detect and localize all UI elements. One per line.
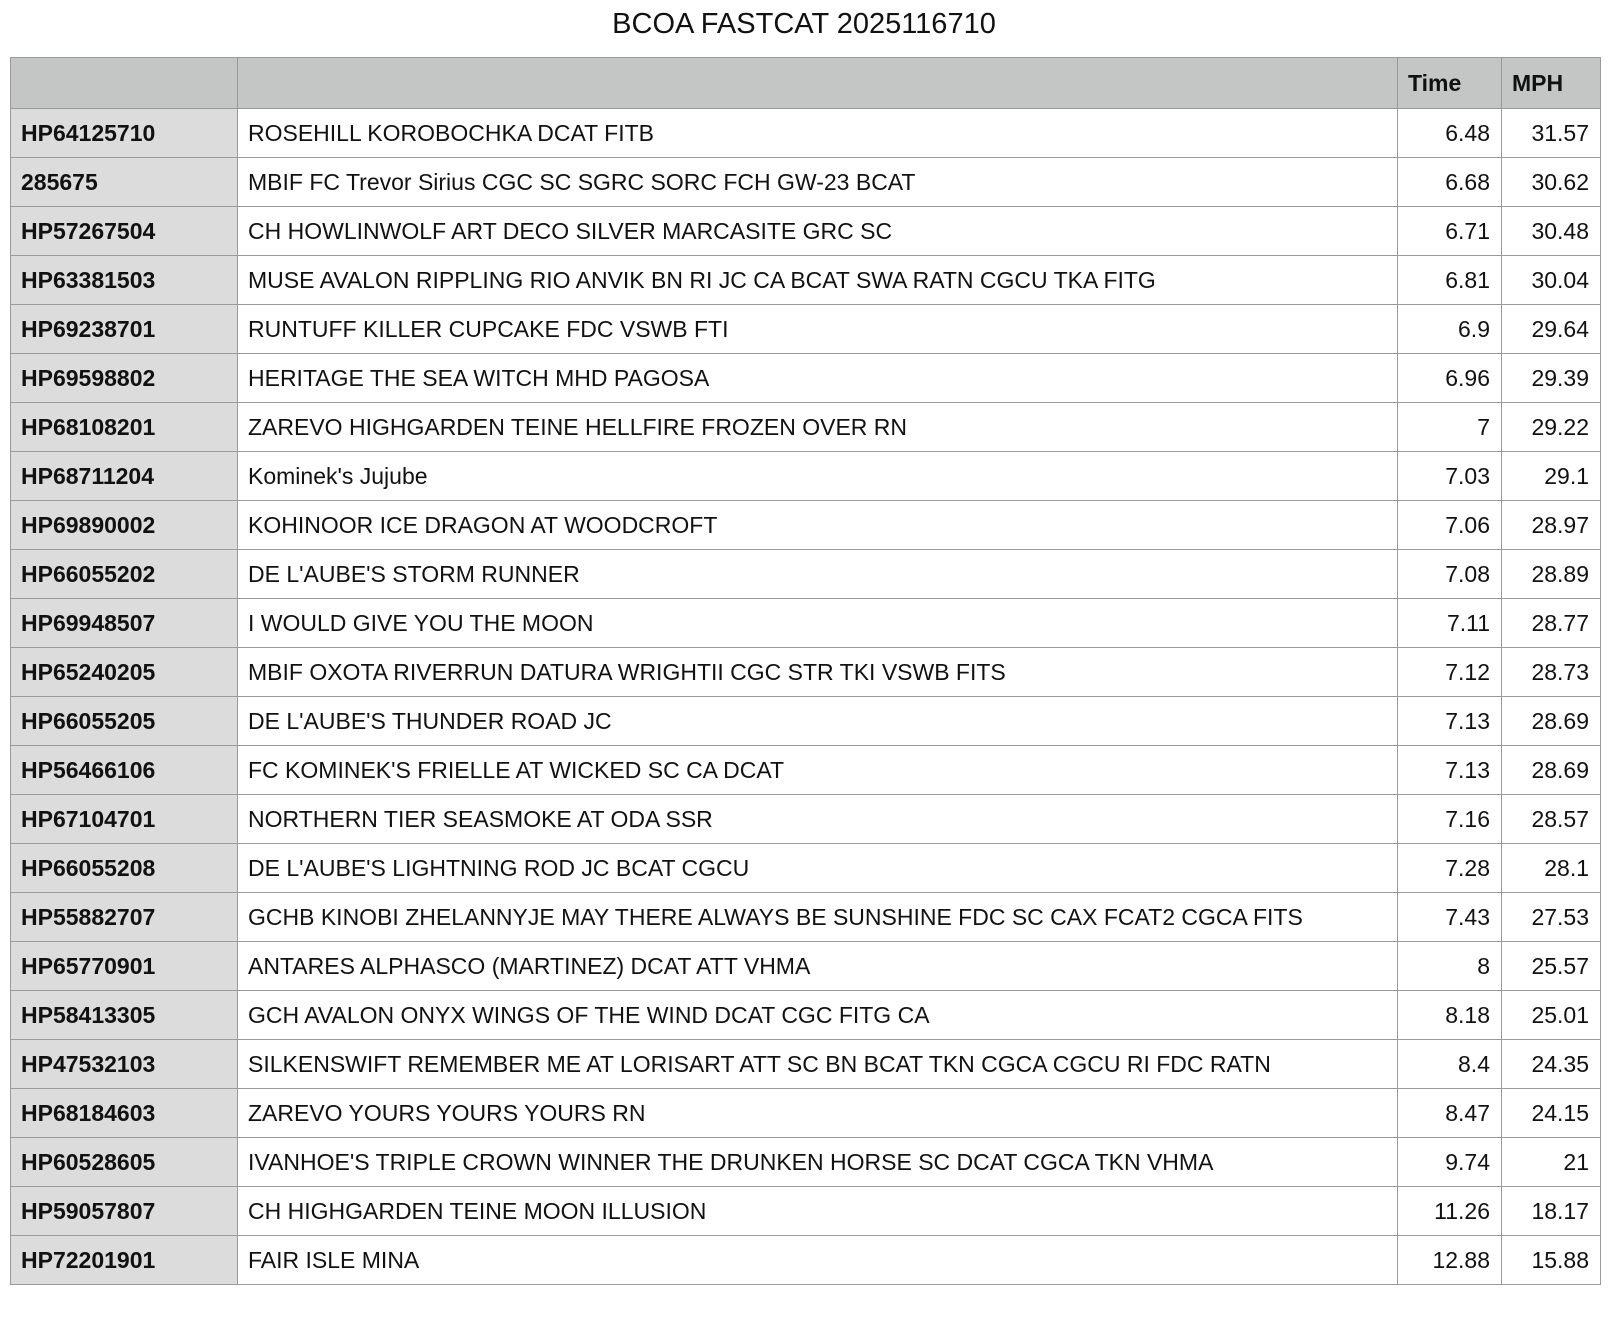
table-row — [11, 599, 1601, 648]
cell-registration-id: HP47532103 — [11, 1040, 238, 1089]
cell-registration-id: HP56466106 — [11, 746, 238, 795]
table-row — [11, 746, 1601, 795]
cell-registration-id: HP65770901 — [11, 942, 238, 991]
cell-mph: 28.97 — [1502, 501, 1601, 550]
cell-registration-id: HP67104701 — [11, 795, 238, 844]
cell-dog-name: NORTHERN TIER SEASMOKE AT ODA SSR — [238, 795, 1398, 844]
cell-mph: 28.73 — [1502, 648, 1601, 697]
cell-mph: 30.48 — [1502, 207, 1601, 256]
page-title: BCOA FASTCAT 2025116710 — [612, 8, 996, 40]
cell-time: 7.11 — [1398, 599, 1502, 648]
cell-time: 7.43 — [1398, 893, 1502, 942]
cell-registration-id: HP68184603 — [11, 1089, 238, 1138]
cell-registration-id: HP68711204 — [11, 452, 238, 501]
table-row — [11, 207, 1601, 256]
table-row — [11, 452, 1601, 501]
cell-registration-id: HP64125710 — [11, 109, 238, 158]
cell-mph: 29.22 — [1502, 403, 1601, 452]
cell-time: 7 — [1398, 403, 1502, 452]
cell-mph: 30.62 — [1502, 158, 1601, 207]
table-row — [11, 844, 1601, 893]
cell-registration-id: HP69948507 — [11, 599, 238, 648]
cell-time: 7.16 — [1398, 795, 1502, 844]
cell-mph: 25.57 — [1502, 942, 1601, 991]
header-id — [11, 58, 238, 109]
table-row — [11, 1089, 1601, 1138]
cell-mph: 29.1 — [1502, 452, 1601, 501]
cell-dog-name: IVANHOE'S TRIPLE CROWN WINNER THE DRUNKEN HORSE SC DCAT CGCA TKN VHMA — [238, 1138, 1398, 1187]
cell-time: 7.13 — [1398, 746, 1502, 795]
cell-mph: 29.39 — [1502, 354, 1601, 403]
cell-mph: 15.88 — [1502, 1236, 1601, 1285]
cell-time: 7.08 — [1398, 550, 1502, 599]
cell-mph: 24.15 — [1502, 1089, 1601, 1138]
table-row — [11, 1138, 1601, 1187]
cell-dog-name: Kominek's Jujube — [238, 452, 1398, 501]
cell-dog-name: MBIF FC Trevor Sirius CGC SC SGRC SORC FCH GW-23 BCAT — [238, 158, 1398, 207]
cell-time: 6.48 — [1398, 109, 1502, 158]
table-row — [11, 893, 1601, 942]
cell-time: 7.12 — [1398, 648, 1502, 697]
cell-mph: 28.57 — [1502, 795, 1601, 844]
cell-time: 6.68 — [1398, 158, 1502, 207]
cell-dog-name: MUSE AVALON RIPPLING RIO ANVIK BN RI JC CA BCAT SWA RATN CGCU TKA FITG — [238, 256, 1398, 305]
table-row — [11, 354, 1601, 403]
cell-dog-name: FAIR ISLE MINA — [238, 1236, 1398, 1285]
cell-time: 12.88 — [1398, 1236, 1502, 1285]
cell-mph: 31.57 — [1502, 109, 1601, 158]
table-body — [11, 109, 1601, 1285]
header-name — [238, 58, 1398, 109]
cell-dog-name: SILKENSWIFT REMEMBER ME AT LORISART ATT SC BN BCAT TKN CGCA CGCU RI FDC RATN — [238, 1040, 1398, 1089]
cell-mph: 27.53 — [1502, 893, 1601, 942]
cell-mph: 28.69 — [1502, 746, 1601, 795]
table-row — [11, 158, 1601, 207]
cell-registration-id: HP65240205 — [11, 648, 238, 697]
cell-time: 8.4 — [1398, 1040, 1502, 1089]
header-row — [11, 58, 1601, 109]
cell-time: 7.28 — [1398, 844, 1502, 893]
cell-dog-name: ANTARES ALPHASCO (MARTINEZ) DCAT ATT VHMA — [238, 942, 1398, 991]
cell-dog-name: ROSEHILL KOROBOCHKA DCAT FITB — [238, 109, 1398, 158]
cell-dog-name: MBIF OXOTA RIVERRUN DATURA WRIGHTII CGC STR TKI VSWB FITS — [238, 648, 1398, 697]
cell-registration-id: HP66055205 — [11, 697, 238, 746]
cell-registration-id: 285675 — [11, 158, 238, 207]
header-time: Time — [1398, 58, 1502, 109]
table-header — [11, 58, 1601, 109]
cell-registration-id: HP55882707 — [11, 893, 238, 942]
cell-dog-name: DE L'AUBE'S LIGHTNING ROD JC BCAT CGCU — [238, 844, 1398, 893]
table-row — [11, 550, 1601, 599]
cell-time: 8 — [1398, 942, 1502, 991]
cell-mph: 29.64 — [1502, 305, 1601, 354]
cell-registration-id: HP58413305 — [11, 991, 238, 1040]
table-row — [11, 1236, 1601, 1285]
table-row — [11, 697, 1601, 746]
table-row — [11, 991, 1601, 1040]
cell-dog-name: GCHB KINOBI ZHELANNYJE MAY THERE ALWAYS BE SUNSHINE FDC SC CAX FCAT2 CGCA FITS — [238, 893, 1398, 942]
cell-time: 6.71 — [1398, 207, 1502, 256]
cell-time: 7.03 — [1398, 452, 1502, 501]
table-row — [11, 648, 1601, 697]
cell-dog-name: ZAREVO YOURS YOURS YOURS RN — [238, 1089, 1398, 1138]
cell-registration-id: HP59057807 — [11, 1187, 238, 1236]
cell-time: 8.18 — [1398, 991, 1502, 1040]
cell-registration-id: HP68108201 — [11, 403, 238, 452]
table-row — [11, 256, 1601, 305]
cell-mph: 25.01 — [1502, 991, 1601, 1040]
table-row — [11, 305, 1601, 354]
table-row — [11, 403, 1601, 452]
cell-dog-name: DE L'AUBE'S STORM RUNNER — [238, 550, 1398, 599]
cell-mph: 18.17 — [1502, 1187, 1601, 1236]
cell-mph: 28.77 — [1502, 599, 1601, 648]
table-row — [11, 501, 1601, 550]
cell-time: 6.96 — [1398, 354, 1502, 403]
cell-dog-name: CH HOWLINWOLF ART DECO SILVER MARCASITE GRC SC — [238, 207, 1398, 256]
cell-time: 9.74 — [1398, 1138, 1502, 1187]
header-mph: MPH — [1502, 58, 1601, 109]
cell-dog-name: GCH AVALON ONYX WINGS OF THE WIND DCAT CGC FITG CA — [238, 991, 1398, 1040]
cell-registration-id: HP72201901 — [11, 1236, 238, 1285]
cell-mph: 30.04 — [1502, 256, 1601, 305]
cell-time: 11.26 — [1398, 1187, 1502, 1236]
cell-registration-id: HP69890002 — [11, 501, 238, 550]
cell-time: 7.13 — [1398, 697, 1502, 746]
cell-mph: 21 — [1502, 1138, 1601, 1187]
cell-registration-id: HP66055202 — [11, 550, 238, 599]
cell-dog-name: DE L'AUBE'S THUNDER ROAD JC — [238, 697, 1398, 746]
cell-registration-id: HP60528605 — [11, 1138, 238, 1187]
cell-time: 7.06 — [1398, 501, 1502, 550]
cell-dog-name: FC KOMINEK'S FRIELLE AT WICKED SC CA DCAT — [238, 746, 1398, 795]
cell-registration-id: HP69238701 — [11, 305, 238, 354]
table-row — [11, 942, 1601, 991]
table-row — [11, 795, 1601, 844]
cell-mph: 28.1 — [1502, 844, 1601, 893]
cell-dog-name: CH HIGHGARDEN TEINE MOON ILLUSION — [238, 1187, 1398, 1236]
cell-time: 6.81 — [1398, 256, 1502, 305]
table-row — [11, 1040, 1601, 1089]
cell-registration-id: HP66055208 — [11, 844, 238, 893]
results-table — [10, 57, 1601, 1285]
cell-dog-name: I WOULD GIVE YOU THE MOON — [238, 599, 1398, 648]
cell-mph: 28.89 — [1502, 550, 1601, 599]
cell-registration-id: HP69598802 — [11, 354, 238, 403]
cell-time: 6.9 — [1398, 305, 1502, 354]
cell-registration-id: HP63381503 — [11, 256, 238, 305]
cell-dog-name: ZAREVO HIGHGARDEN TEINE HELLFIRE FROZEN OVER RN — [238, 403, 1398, 452]
cell-dog-name: KOHINOOR ICE DRAGON AT WOODCROFT — [238, 501, 1398, 550]
cell-mph: 28.69 — [1502, 697, 1601, 746]
cell-mph: 24.35 — [1502, 1040, 1601, 1089]
cell-dog-name: RUNTUFF KILLER CUPCAKE FDC VSWB FTI — [238, 305, 1398, 354]
cell-time: 8.47 — [1398, 1089, 1502, 1138]
table-row — [11, 109, 1601, 158]
cell-registration-id: HP57267504 — [11, 207, 238, 256]
table-row — [11, 1187, 1601, 1236]
cell-dog-name: HERITAGE THE SEA WITCH MHD PAGOSA — [238, 354, 1398, 403]
